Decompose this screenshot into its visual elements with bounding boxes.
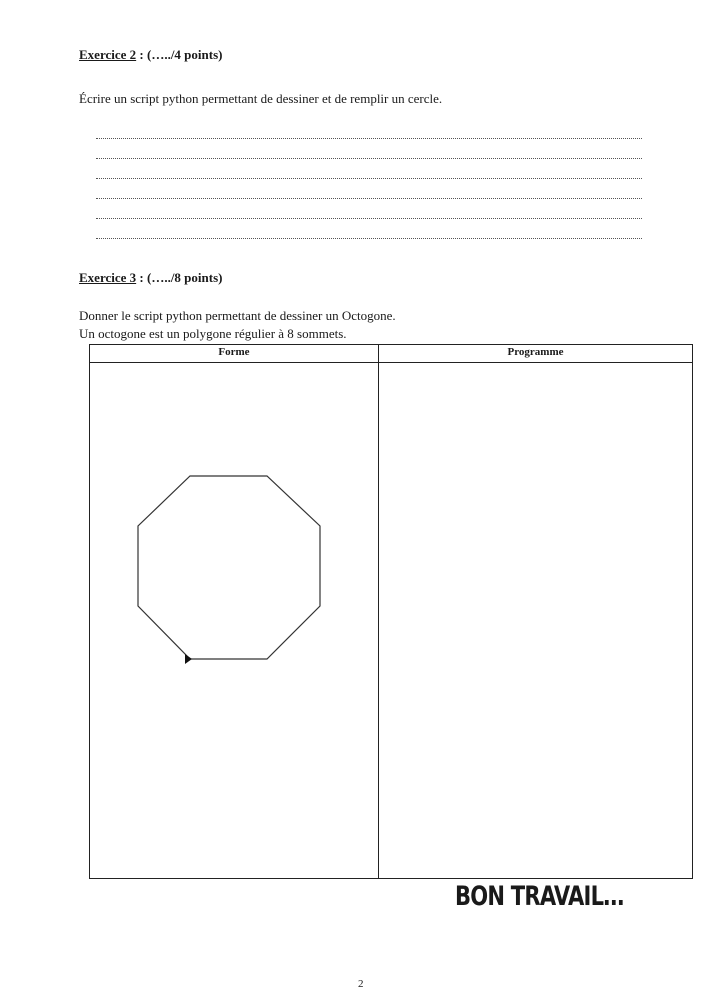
answer-line[interactable] bbox=[96, 150, 642, 159]
answer-line[interactable] bbox=[96, 130, 642, 139]
exercise2-instruction: Écrire un script python permettant de dessiner et de remplir un cercle. bbox=[79, 91, 443, 106]
exercise3-heading bbox=[79, 270, 222, 286]
octagon-figure bbox=[130, 470, 330, 670]
exercise2-heading bbox=[79, 47, 222, 63]
page-number: 2 bbox=[358, 978, 364, 990]
exercise2-title: Exercice 2 bbox=[79, 47, 137, 62]
answer-line[interactable] bbox=[96, 170, 642, 179]
column-header-programme: Programme bbox=[507, 346, 564, 358]
programme-answer-area[interactable] bbox=[379, 364, 692, 878]
exercise3-instruction-2: Un octogone est un polygone régulier à 8 sommets. bbox=[79, 326, 347, 341]
column-header-forme: Forme bbox=[218, 346, 250, 358]
exercise2-points: : (…../4 points) bbox=[136, 47, 223, 62]
answer-line[interactable] bbox=[96, 230, 642, 239]
answer-line[interactable] bbox=[96, 210, 642, 219]
table-header-divider bbox=[90, 362, 692, 363]
exercise3-title: Exercice 3 bbox=[79, 270, 137, 285]
turtle-cursor-icon bbox=[185, 654, 192, 664]
octagon-shape bbox=[138, 476, 320, 659]
exercise3-points: : (…../8 points) bbox=[136, 270, 223, 285]
answer-line[interactable] bbox=[96, 190, 642, 199]
exercise3-instruction-1: Donner le script python permettant de dessiner un Octogone. bbox=[79, 308, 396, 323]
closing-message: BON TRAVAIL… bbox=[455, 881, 624, 912]
